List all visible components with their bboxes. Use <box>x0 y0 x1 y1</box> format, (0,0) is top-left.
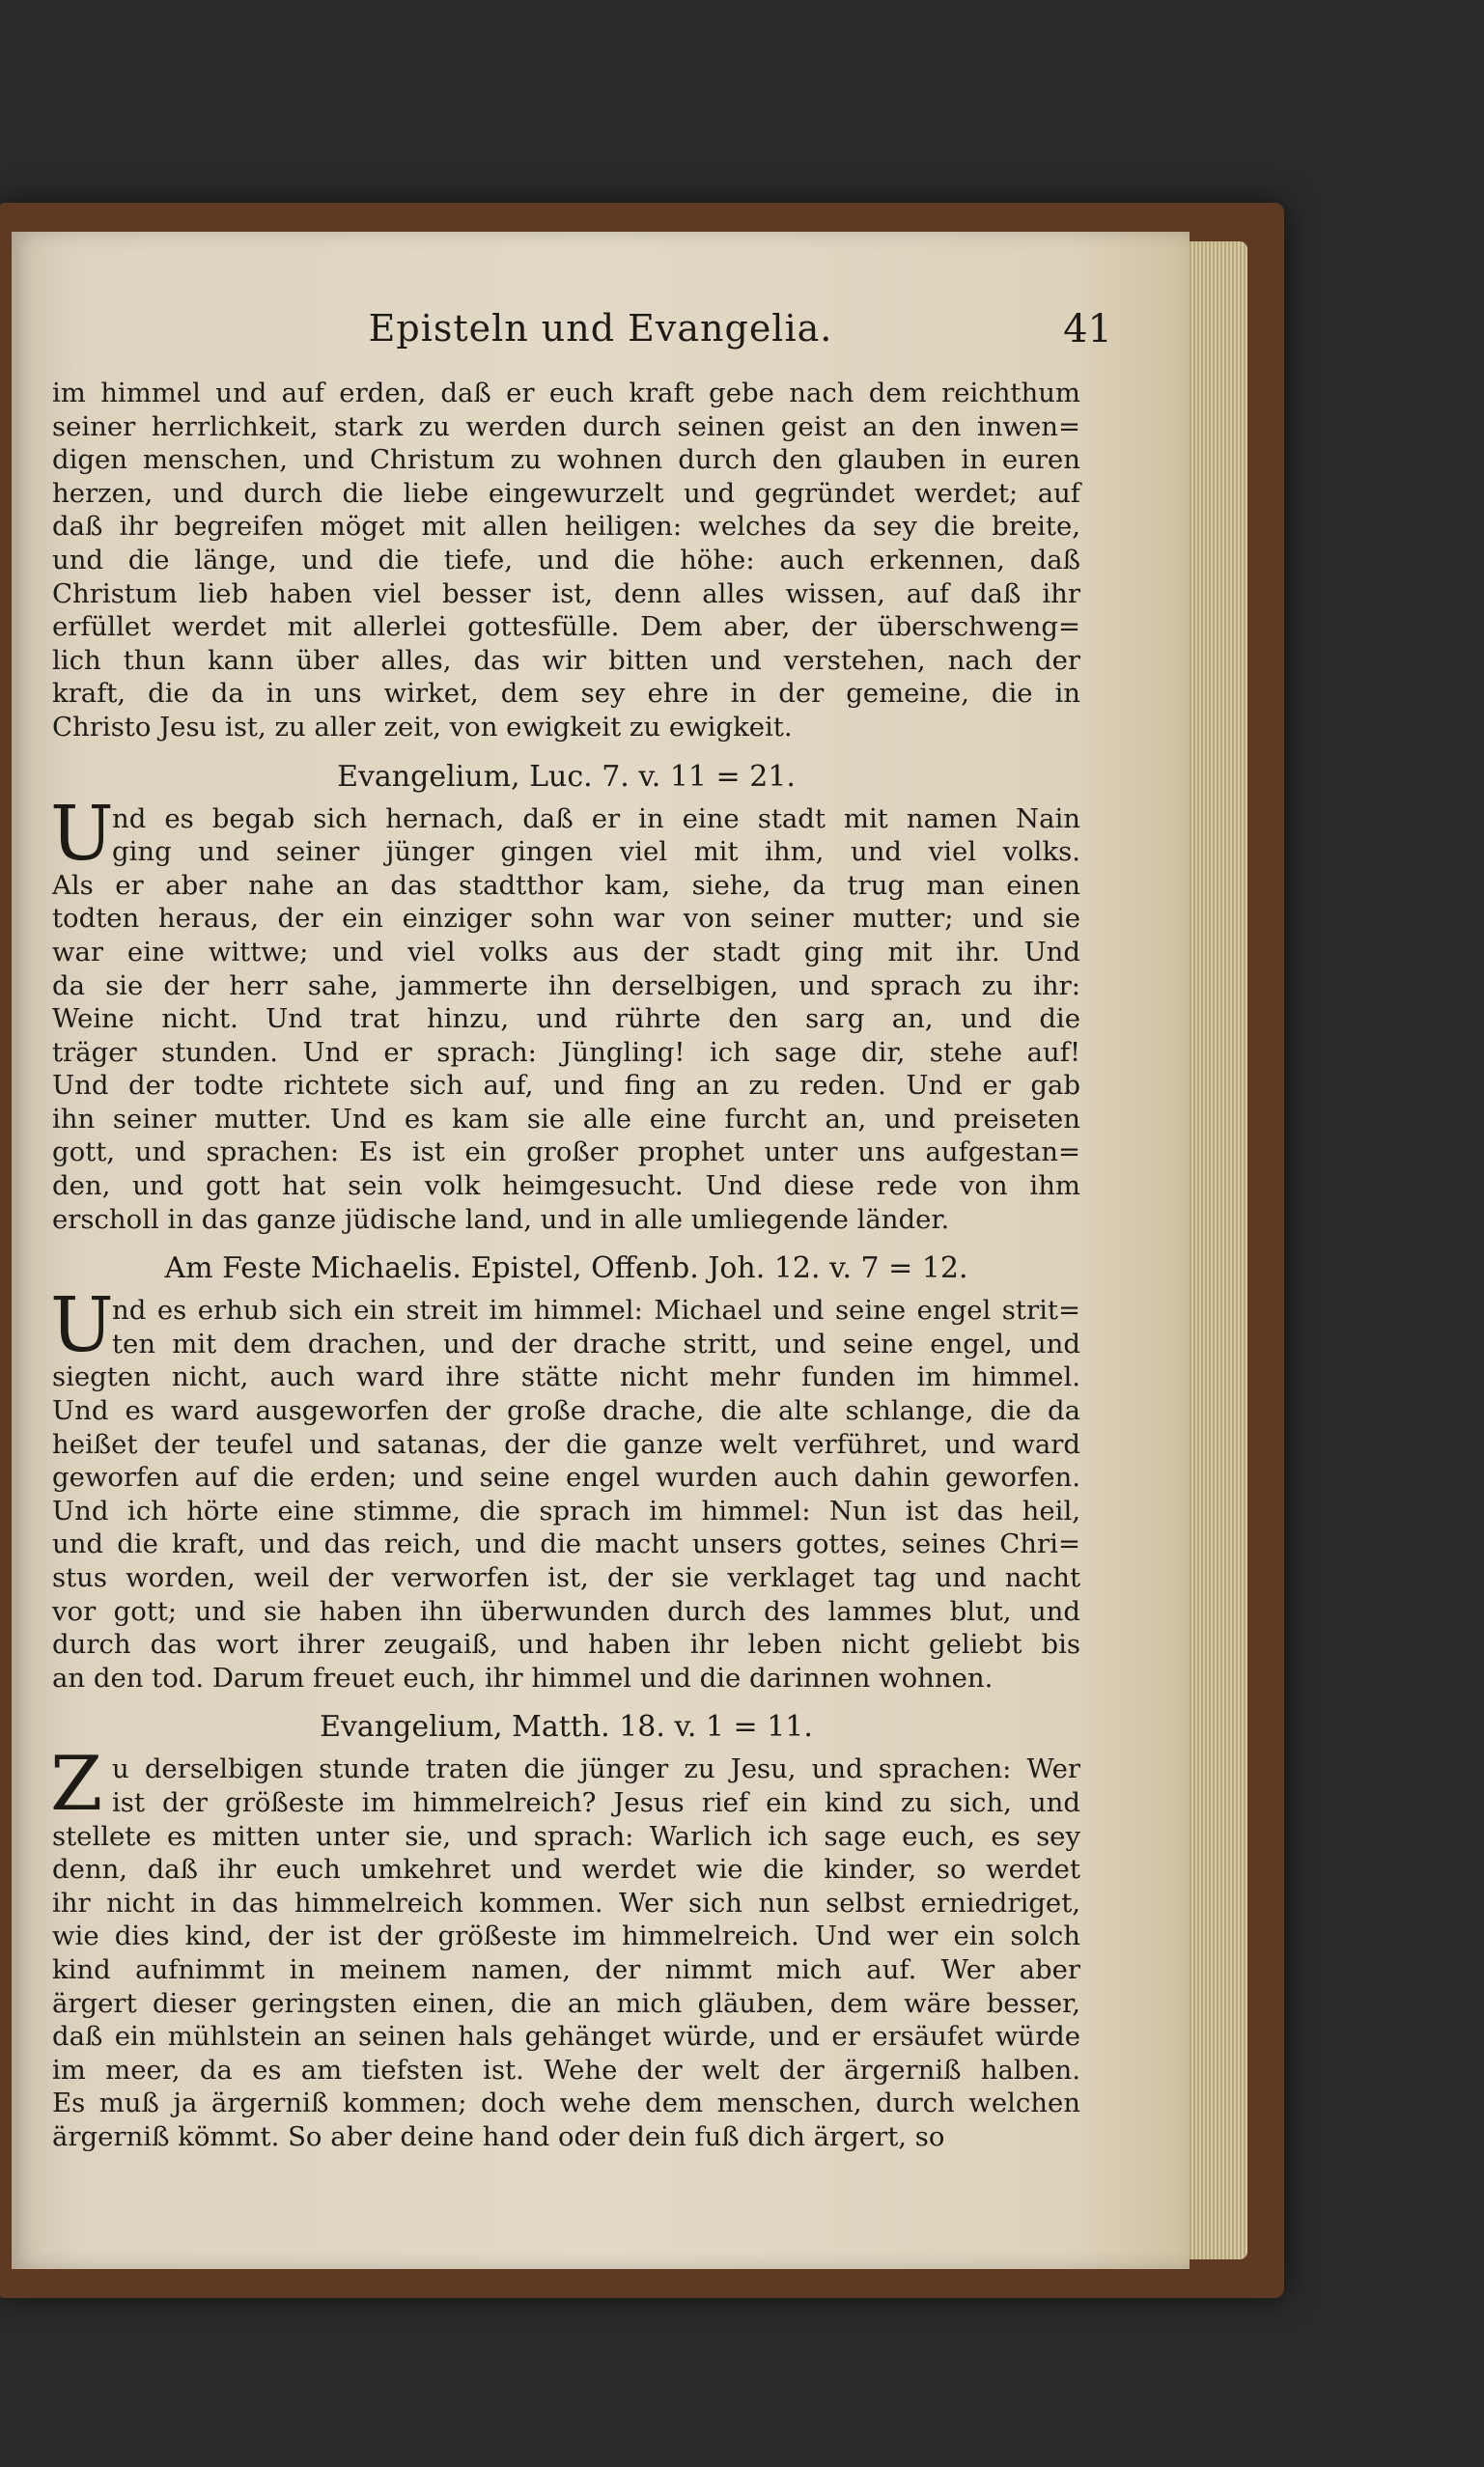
text-line: Es muß ja ärgerniß kommen; doch wehe dem menschen, durch welchen <box>52 2088 1080 2119</box>
page-edges <box>1180 241 1247 2259</box>
text-line: siegten nicht, auch ward ihre stätte nicht mehr funden im himmel. <box>52 1361 1080 1393</box>
page-header <box>12 307 1190 365</box>
drop-initial: Z <box>50 1741 103 1829</box>
text-line: u derselbigen stunde traten die jünger zu Jesu, und sprachen: Wer <box>112 1753 1080 1785</box>
section-heading-luke: Evangelium, Luc. 7. v. 11 = 21. <box>337 759 796 794</box>
section-heading-matthew: Evangelium, Matth. 18. v. 1 = 11. <box>320 1710 813 1745</box>
section-text-luke <box>50 790 1080 1237</box>
page-number: 41 <box>1063 307 1112 351</box>
text-line: gott, und sprachen: Es ist ein großer prophet unter uns aufgestan= <box>52 1136 1080 1168</box>
text-line: heißet der teufel und satanas, der die ganze welt verführet, und ward <box>52 1428 1080 1460</box>
text-line: digen menschen, und Christum zu wohnen durch den glauben in euren <box>52 444 1080 476</box>
text-line: ihr nicht in das himmelreich kommen. Wer sich nun selbst erniedriget, <box>52 1887 1080 1919</box>
text-line: herzen, und durch die liebe eingewurzelt und gegründet werdet; auf <box>52 477 1080 509</box>
text-line: lich thun kann über alles, das wir bitten und verstehen, nach der <box>52 644 1080 676</box>
intro-paragraph <box>52 377 1080 744</box>
text-line: ging und seiner jünger gingen viel mit ihm, und viel volks. <box>112 836 1080 868</box>
text-line: Als er aber nahe an das stadtthor kam, siehe, da trug man einen <box>52 869 1080 901</box>
text-line: nd es begab sich hernach, daß er in eine stadt mit namen Nain <box>112 802 1080 834</box>
text-line: den, und gott hat sein volk heimgesucht. Und diese rede von ihm <box>52 1170 1080 1202</box>
section-text-revelation <box>50 1282 1080 1695</box>
text-line: Und der todte richtete sich auf, und fing an zu reden. Und er gab <box>52 1070 1080 1102</box>
text-line: war eine wittwe; und viel volks aus der stadt ging mit ihr. Und <box>52 936 1080 967</box>
text-line: im himmel und auf erden, daß er euch kraft gebe nach dem reichthum <box>52 378 1080 408</box>
section-heading-michaelis: Am Feste Michaelis. Epistel, Offenb. Joh. 12. v. 7 = 12. <box>164 1251 968 1286</box>
text-line: nd es erhub sich ein streit im himmel: Michael und seine engel strit= <box>112 1295 1080 1327</box>
text-line: und die länge, und die tiefe, und die höhe: auch erkennen, daß <box>52 544 1080 575</box>
text-line: erscholl in das ganze jüdische land, und in alle umliegende länder. <box>52 1203 950 1235</box>
page-body <box>52 377 1080 2154</box>
text-line: stellete es mitten unter sie, und sprach: Warlich ich sage euch, es sey <box>52 1820 1080 1852</box>
text-line: erfüllet werdet mit allerlei gottesfülle. Dem aber, der überschweng= <box>52 611 1080 643</box>
text-line: wie dies kind, der ist der größeste im himmelreich. Und wer ein solch <box>52 1920 1080 1952</box>
running-title: Episteln und Evangelia. <box>368 307 833 350</box>
text-line: Und ich hörte eine stimme, die sprach im himmel: Nun ist das heil, <box>52 1495 1080 1527</box>
text-line: vor gott; und sie haben ihn überwunden durch des lammes blut, und <box>52 1595 1080 1627</box>
text-line: ist der größeste im himmelreich? Jesus rief ein kind zu sich, und <box>112 1786 1080 1818</box>
text-line: im meer, da es am tiefsten ist. Wehe der welt der ärgerniß halben. <box>52 2054 1080 2086</box>
drop-initial: U <box>50 1282 114 1370</box>
text-line: ten mit dem drachen, und der drache stritt, und seine engel, und <box>112 1328 1080 1360</box>
text-line: durch das wort ihrer zeugaiß, und haben ihr leben nicht geliebt bis <box>52 1629 1080 1661</box>
book-page <box>12 232 1190 2269</box>
text-line: ärgerniß kömmt. So aber deine hand oder dein fuß dich ärgert, so <box>52 2120 945 2152</box>
text-line: daß ein mühlstein an seinen hals gehänget würde, und er ersäufet würde <box>52 2021 1080 2053</box>
text-line: Und es ward ausgeworfen der große drache, die alte schlange, die da <box>52 1395 1080 1427</box>
text-line: ihn seiner mutter. Und es kam sie alle eine furcht an, und preiseten <box>52 1103 1080 1135</box>
drop-initial: U <box>50 790 114 878</box>
text-line: kind aufnimmt in meinem namen, der nimmt mich auf. Wer aber <box>52 1953 1080 1985</box>
text-line: geworfen auf die erden; und seine engel wurden auch dahin geworfen. <box>52 1462 1080 1494</box>
text-line: Weine nicht. Und trat hinzu, und rührte den sarg an, und die <box>52 1003 1080 1035</box>
section-text-matthew <box>50 1741 1080 2153</box>
text-line: stus worden, weil der verworfen ist, der sie verklaget tag und nacht <box>52 1562 1080 1593</box>
text-line: Christum lieb haben viel besser ist, denn alles wissen, auf daß ihr <box>52 577 1080 609</box>
text-line: ärgert dieser geringsten einen, die an mich gläuben, dem wäre besser, <box>52 1987 1080 2019</box>
text-line: todten heraus, der ein einziger sohn war von seiner mutter; und sie <box>52 903 1080 935</box>
text-line: daß ihr begreifen möget mit allen heiligen: welches da sey die breite, <box>52 511 1080 543</box>
text-line: an den tod. Darum freuet euch, ihr himmel und die darinnen wohnen. <box>52 1662 994 1694</box>
text-line: Christo Jesu ist, zu aller zeit, von ewigkeit zu ewigkeit. <box>52 711 793 743</box>
text-line: da sie der herr sahe, jammerte ihn derselbigen, und sprach zu ihr: <box>52 969 1080 1001</box>
text-line: seiner herrlichkeit, stark zu werden durch seinen geist an den inwen= <box>52 410 1080 442</box>
text-line: denn, daß ihr euch umkehret und werdet wie die kinder, so werdet <box>52 1854 1080 1886</box>
text-line: und die kraft, und das reich, und die macht unsers gottes, seines Chri= <box>52 1528 1080 1560</box>
text-line: träger stunden. Und er sprach: Jüngling! ich sage dir, stehe auf! <box>52 1036 1080 1068</box>
text-line: kraft, die da in uns wirket, dem sey ehre in der gemeine, die in <box>52 678 1080 710</box>
